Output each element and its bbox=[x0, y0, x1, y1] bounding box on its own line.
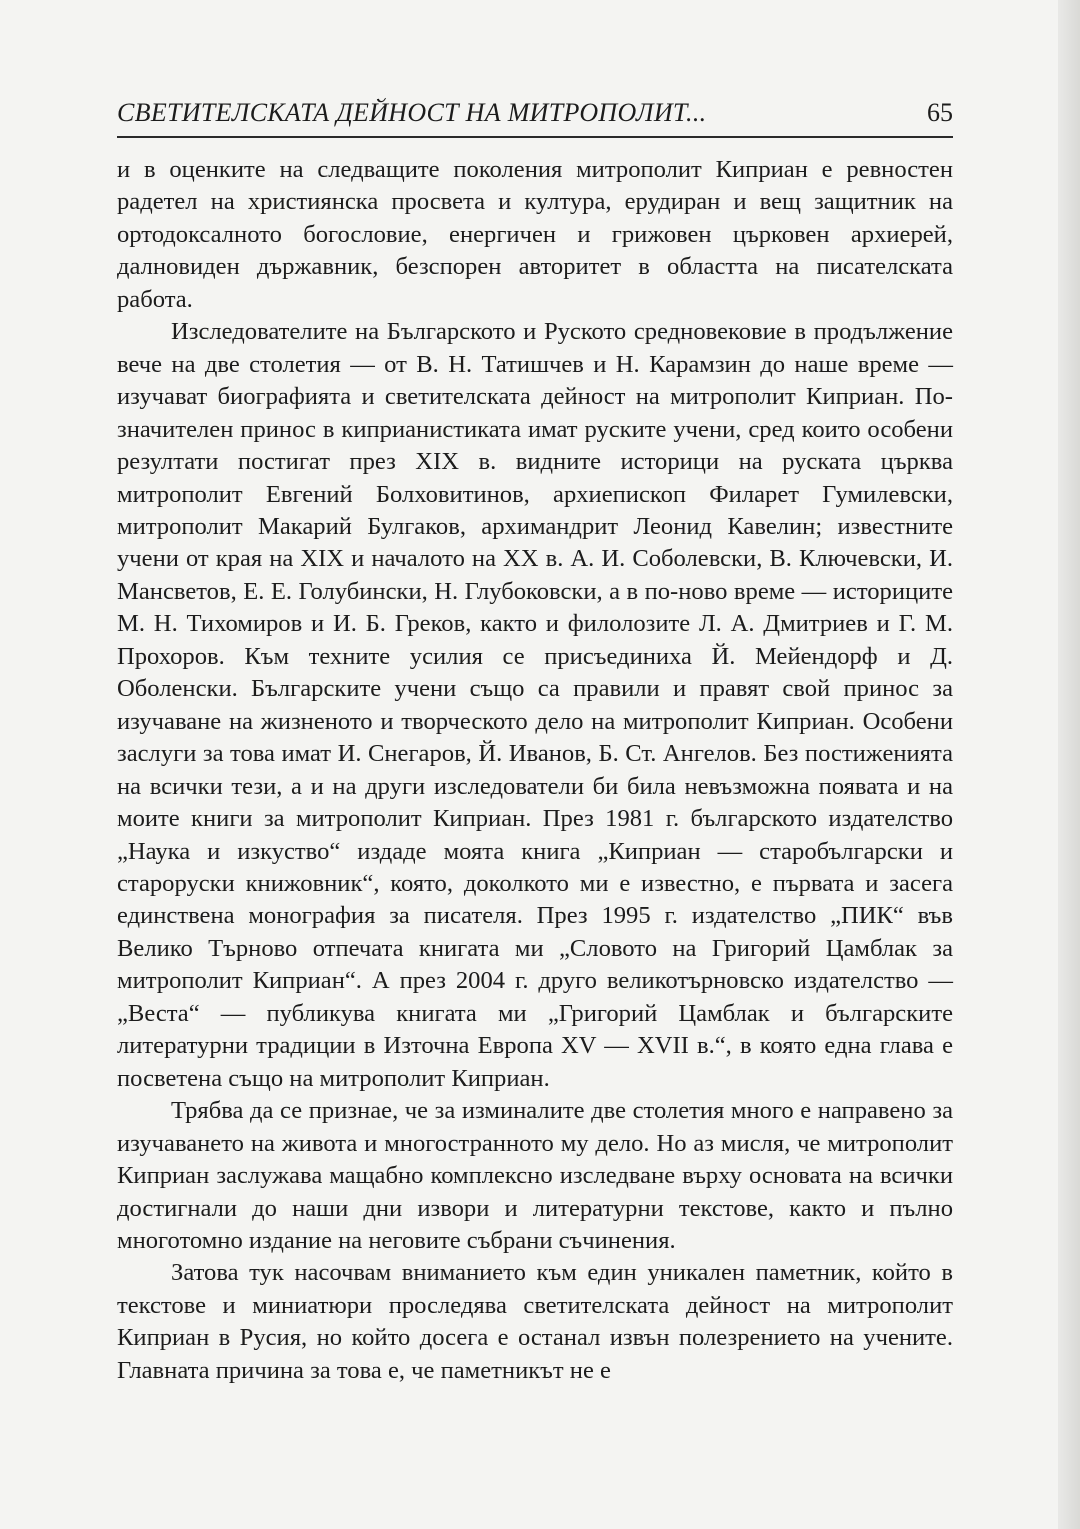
page-edge-shadow bbox=[1058, 0, 1080, 1529]
paragraph-4: Затова тук насочвам вниманието към един уникален паметник, който в текстове и миниатюри проследява светителската дейност на митрополит Киприан в Русия, но който досега е останал извън полезрението на учените. Главната причина за това е, че паметникът не е bbox=[117, 1259, 953, 1384]
body-text bbox=[117, 154, 953, 1387]
paragraph-3: Трябва да се признае, че за изминалите две столетия много е направено за изучаването на живота и многостранното му дело. Но аз мисля, че митрополит Киприан заслужава мащабно комплексно изследване върху основата на всички достигнали до наши дни извори и литературни текстове, както и пълно многотомно издание на неговите събрани съчинения. bbox=[117, 1097, 953, 1254]
running-head-title: СВЕТИТЕЛСКАТА ДЕЙНОСТ НА МИТРОПОЛИТ... bbox=[117, 98, 707, 127]
page-number: 65 bbox=[927, 98, 953, 127]
paragraph-2: Изследователите на Българското и Руското средновековие в продължение вече на две столетия — от В. Н. Татишчев и Н. Карамзин до наше време — изучават биографията и светителската дейност на митрополит Киприан. По-значителен принос в киприанистиката имат руските учени, сред които особени резултати постигат през XIX в. видните историци на руската църква митрополит Евгений Болховитинов, архиепископ Филарет Гумилевски, митрополит Макарий Булгаков, архимандрит Леонид Кавелин; известните учени от края на XIX и началото на XX в. А. И. Соболевски, В. Ключевски, И. Мансветов, Е. Е. Голубински, Н. Глубоковски, а в по-ново време — историците М. Н. Тихомиров и И. Б. Греков, както и филолозите Л. А. Дмитриев и Г. М. Прохоров. Към техните усилия се присъединиха Й. Мейендорф и Д. Оболенски. Българските учени също са правили и правят свой принос за изучаване на жизненото и творческото дело на митрополит Киприан. Особени заслуги за това имат И. Снегаров, Й. Иванов, Б. Ст. Ангелов. Без постиженията на всички тези, а и на други изследователи би била невъзможна появата и на моите книги за митрополит Киприан. През 1981 г. българското издателство „Наука и изкуство“ издаде моята книга „Киприан — старобългарски и староруски книжовник“, която, доколкото ми е известно, е първата и засега единствена монография за писателя. През 1995 г. издателство „ПИК“ във Велико Търново отпечата книгата ми „Словото на Григорий Цамблак за митрополит Киприан“. А през 2004 г. друго великотърновско издателство — „Веста“ — публикува книгата ми „Григорий Цамблак и българските литературни традиции в Източна Европа XV — XVII в.“, в която една глава е посветена също на митрополит Киприан. bbox=[117, 318, 953, 1092]
running-header bbox=[117, 96, 953, 138]
paragraph-1: и в оценките на следващите поколения митрополит Киприан е ревностен радетел на християнска просвета и култура, ерудиран и вещ защитник на ортодоксалното богословие, енергичен и грижовен църковен архиерей, далновиден държавник, безспорен авторитет в областта на писателската работа. bbox=[117, 156, 953, 313]
